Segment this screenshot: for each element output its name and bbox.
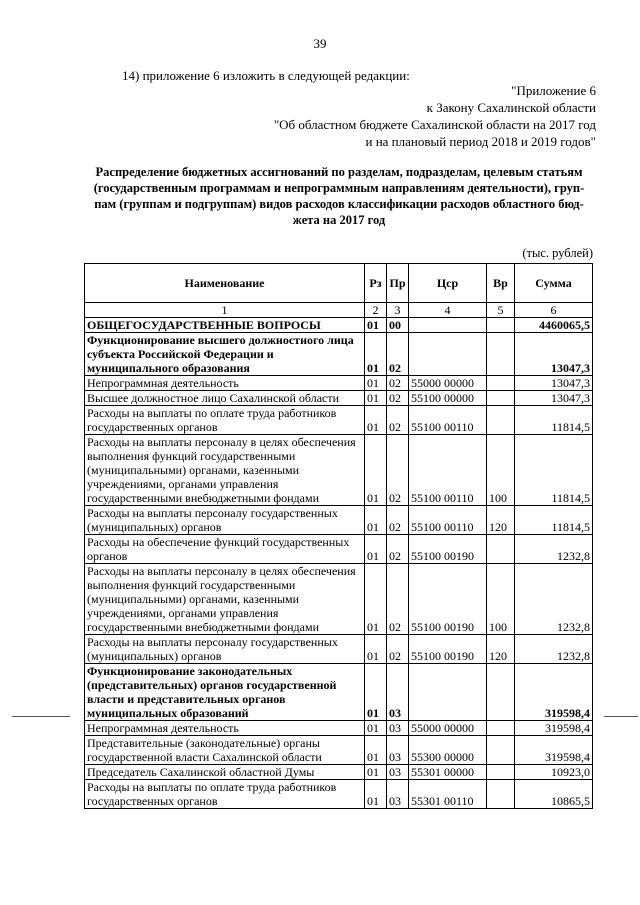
row-csr: 55100 00000 [409, 391, 487, 406]
title-line: пам (группам и подгруппам) видов расходов классификации расходов областного бюд- [94, 197, 584, 211]
row-pr: 02 [387, 391, 409, 406]
row-csr: 55100 00190 [409, 535, 487, 564]
table-row [85, 535, 593, 564]
row-vr: 100 [487, 435, 515, 506]
header-pr: Пр [387, 264, 409, 303]
row-pr: 03 [387, 780, 409, 809]
row-vr [487, 736, 515, 765]
row-csr: 55301 00110 [409, 780, 487, 809]
row-sum: 11814,5 [515, 435, 593, 506]
table-body [85, 303, 593, 809]
budget-table [84, 263, 593, 809]
row-name: Расходы на выплаты по оплате труда работников государственных органов [85, 406, 365, 435]
row-pr: 02 [387, 435, 409, 506]
row-name: Расходы на выплаты персоналу государственных (муниципальных) органов [85, 506, 365, 535]
column-number: 5 [487, 303, 515, 318]
row-rz: 01 [365, 376, 387, 391]
title-line: (государственным программам и непрограммным направлениям деятельности), груп- [93, 181, 585, 195]
row-name: Высшее должностное лицо Сахалинской области [85, 391, 365, 406]
row-vr [487, 333, 515, 376]
table-row [85, 721, 593, 736]
row-vr: 100 [487, 564, 515, 635]
row-sum: 10923,0 [515, 765, 593, 780]
row-sum: 10865,5 [515, 780, 593, 809]
row-pr: 03 [387, 721, 409, 736]
row-name: Расходы на выплаты персоналу в целях обеспечения выполнения функций государственными (муниципальными) органами, казенными учреждениями, органами управления государственными внебюджетными фондами [85, 564, 365, 635]
row-rz: 01 [365, 721, 387, 736]
row-pr: 02 [387, 535, 409, 564]
row-sum: 1232,8 [515, 635, 593, 664]
row-csr: 55100 00190 [409, 564, 487, 635]
row-vr [487, 406, 515, 435]
margin-dash-right [604, 716, 638, 717]
row-sum: 319598,4 [515, 721, 593, 736]
table-row [85, 333, 593, 376]
table-row [85, 406, 593, 435]
row-csr: 55100 00110 [409, 406, 487, 435]
header-sum: Сумма [515, 264, 593, 303]
row-vr [487, 535, 515, 564]
header-csr: Цср [409, 264, 487, 303]
row-rz: 01 [365, 780, 387, 809]
row-csr: 55301 00000 [409, 765, 487, 780]
row-vr [487, 721, 515, 736]
column-number-row [85, 303, 593, 318]
row-name: Функционирование законодательных (представительных) органов государственной власти и представительных органов муниципальных образований [85, 664, 365, 721]
row-csr: 55000 00000 [409, 376, 487, 391]
row-rz: 01 [365, 506, 387, 535]
row-vr [487, 664, 515, 721]
appendix-line: "Приложение 6 [511, 83, 596, 98]
row-rz: 01 [365, 635, 387, 664]
row-name: Расходы на обеспечение функций государственных органов [85, 535, 365, 564]
row-rz: 01 [365, 406, 387, 435]
table-row [85, 664, 593, 721]
row-vr [487, 391, 515, 406]
table-row [85, 318, 593, 333]
table-header-row [85, 264, 593, 303]
header-vr: Вр [487, 264, 515, 303]
row-name: Функционирование высшего должностного лица субъекта Российской Федерации и муниципального образования [85, 333, 365, 376]
row-name: Непрограммная деятельность [85, 721, 365, 736]
row-csr [409, 664, 487, 721]
row-vr: 120 [487, 635, 515, 664]
row-rz: 01 [365, 664, 387, 721]
table-row [85, 376, 593, 391]
appendix-line: и на плановый период 2018 и 2019 годов" [365, 134, 596, 149]
row-csr: 55300 00000 [409, 736, 487, 765]
row-rz: 01 [365, 765, 387, 780]
row-sum: 1232,8 [515, 564, 593, 635]
row-sum: 13047,3 [515, 376, 593, 391]
row-name: ОБЩЕГОСУДАРСТВЕННЫЕ ВОПРОСЫ [85, 318, 365, 333]
margin-dash-left [12, 716, 70, 717]
units-label: (тыс. рублей) [522, 246, 593, 260]
row-name: Расходы на выплаты персоналу в целях обеспечения выполнения функций государственными (муниципальными) органами, казенными учреждениями, органами управления государственными внебюджетными фондами [85, 435, 365, 506]
table-row [85, 435, 593, 506]
row-pr: 03 [387, 664, 409, 721]
row-pr: 00 [387, 318, 409, 333]
row-vr: 120 [487, 506, 515, 535]
row-csr: 55000 00000 [409, 721, 487, 736]
row-pr: 02 [387, 406, 409, 435]
row-csr: 55100 00190 [409, 635, 487, 664]
row-name: Председатель Сахалинской областной Думы [85, 765, 365, 780]
row-sum: 1232,8 [515, 535, 593, 564]
row-pr: 02 [387, 564, 409, 635]
appendix-header [274, 82, 596, 150]
row-rz: 01 [365, 535, 387, 564]
row-csr [409, 318, 487, 333]
amendment-intro: 14) приложение 6 изложить в следующей редакции: [122, 68, 410, 83]
column-number: 6 [515, 303, 593, 318]
header-rz: Рз [365, 264, 387, 303]
row-name: Представительные (законодательные) органы государственной власти Сахалинской области [85, 736, 365, 765]
appendix-line: к Закону Сахалинской области [426, 100, 596, 115]
row-rz: 01 [365, 333, 387, 376]
table-row [85, 391, 593, 406]
row-name: Расходы на выплаты по оплате труда работников государственных органов [85, 780, 365, 809]
column-number: 1 [85, 303, 365, 318]
row-vr [487, 765, 515, 780]
row-rz: 01 [365, 435, 387, 506]
row-sum: 11814,5 [515, 406, 593, 435]
row-rz: 01 [365, 391, 387, 406]
row-rz: 01 [365, 318, 387, 333]
table-row [85, 564, 593, 635]
header-name: Наименование [85, 264, 365, 303]
document-title [84, 164, 594, 228]
row-sum: 319598,4 [515, 736, 593, 765]
row-vr [487, 780, 515, 809]
row-pr: 02 [387, 376, 409, 391]
appendix-line: "Об областном бюджете Сахалинской области на 2017 год [273, 117, 596, 132]
column-number: 2 [365, 303, 387, 318]
table-row [85, 736, 593, 765]
row-sum: 319598,4 [515, 664, 593, 721]
row-pr: 02 [387, 333, 409, 376]
table-row [85, 765, 593, 780]
table-row [85, 635, 593, 664]
row-vr [487, 318, 515, 333]
page-number: 39 [313, 36, 327, 51]
row-rz: 01 [365, 564, 387, 635]
row-vr [487, 376, 515, 391]
row-sum: 13047,3 [515, 333, 593, 376]
row-rz: 01 [365, 736, 387, 765]
column-number: 3 [387, 303, 409, 318]
title-line: Распределение бюджетных ассигнований по разделам, подразделам, целевым статьям [95, 165, 583, 179]
row-pr: 02 [387, 506, 409, 535]
table-row [85, 780, 593, 809]
row-csr: 55100 00110 [409, 506, 487, 535]
row-sum: 13047,3 [515, 391, 593, 406]
row-name: Расходы на выплаты персоналу государственных (муниципальных) органов [85, 635, 365, 664]
row-pr: 03 [387, 736, 409, 765]
column-number: 4 [409, 303, 487, 318]
row-pr: 03 [387, 765, 409, 780]
row-name: Непрограммная деятельность [85, 376, 365, 391]
row-sum: 11814,5 [515, 506, 593, 535]
table-row [85, 506, 593, 535]
row-csr: 55100 00110 [409, 435, 487, 506]
row-csr [409, 333, 487, 376]
row-sum: 4460065,5 [515, 318, 593, 333]
row-pr: 02 [387, 635, 409, 664]
title-line: жета на 2017 год [292, 213, 386, 227]
